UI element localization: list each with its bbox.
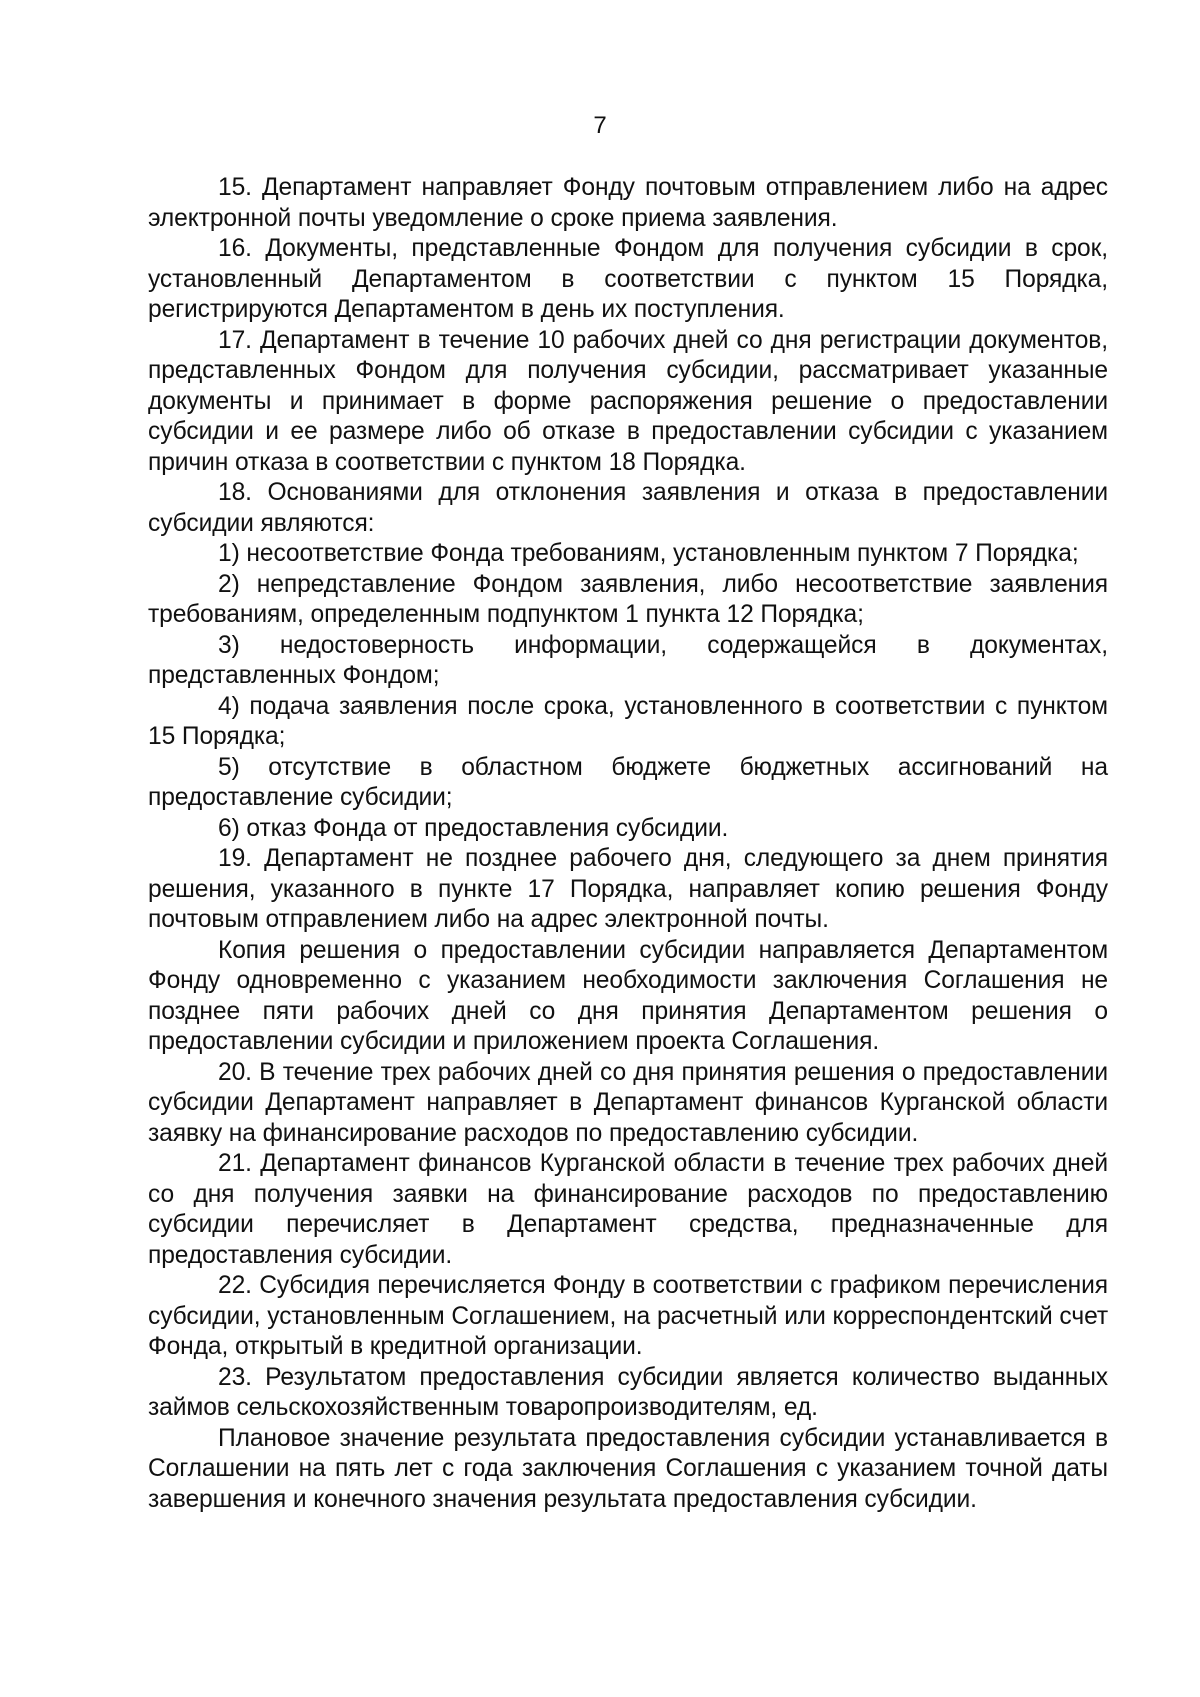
paragraph-22: 22. Субсидия перечисляется Фонду в соответствии с графиком перечисления субсидии, установленным Соглашением, на расчетный или корреспондентский счет Фонда, открытый в кредитной организации. xyxy=(148,1272,1108,1360)
paragraph-19-copy: Копия решения о предоставлении субсидии направляется Департаментом Фонду одновременно с указанием необходимости заключения Соглашения не позднее пяти рабочих дней со дня принятия Департаментом решения о предоставлении субсидии и приложением проекта Соглашения. xyxy=(148,936,1108,1055)
list-item-18-6: 6) отказ Фонда от предоставления субсидии. xyxy=(218,814,729,842)
paragraph-21: 21. Департамент финансов Курганской области в течение трех рабочих дней со дня получения заявки на финансирование расходов по предоставлению субсидии перечисляет в Департамент средства, предназначенные для предоставления субсидии. xyxy=(148,1150,1108,1269)
paragraph-15: 15. Департамент направляет Фонду почтовым отправлением либо на адрес электронной почты уведомление о сроке приема заявления. xyxy=(148,174,1108,232)
list-item-18-5: 5) отсутствие в областном бюджете бюджетных ассигнований на предоставление субсидии; xyxy=(148,753,1108,811)
list-item-18-4: 4) подача заявления после срока, установленного в соответствии с пунктом 15 Порядка; xyxy=(148,692,1108,750)
paragraph-16: 16. Документы, представленные Фондом для получения субсидии в срок, установленный Департаментом в соответствии с пунктом 15 Порядка, регистрируются Департаментом в день их поступления. xyxy=(148,235,1108,323)
paragraph-18: 18. Основаниями для отклонения заявления и отказа в предоставлении субсидии являются: xyxy=(148,479,1108,537)
paragraph-23-plan: Плановое значение результата предоставления субсидии устанавливается в Соглашении на пять лет с года заключения Соглашения с указанием точной даты завершения и конечного значения результата предоставления субсидии. xyxy=(148,1424,1108,1513)
paragraph-19: 19. Департамент не позднее рабочего дня, следующего за днем принятия решения, указанного в пункте 17 Порядка, направляет копию решения Фонду почтовым отправлением либо на адрес электронной почты. xyxy=(148,845,1108,933)
paragraph-20: 20. В течение трех рабочих дней со дня принятия решения о предоставлении субсидии Департамент направляет в Департамент финансов Курганской области заявку на финансирование расходов по предоставлению субсидии. xyxy=(148,1058,1108,1147)
page-number: 7 xyxy=(593,112,607,139)
list-item-18-3: 3) недостоверность информации, содержащейся в документах, представленных Фондом; xyxy=(148,631,1108,689)
paragraph-17: 17. Департамент в течение 10 рабочих дней со дня регистрации документов, представленных Фондом для получения субсидии, рассматривает указанные документы и принимает в форме распоряжения решение о предоставлении субсидии и ее размере либо об отказе в предоставлении субсидии с указанием причин отказа в соответствии с пунктом 18 Порядка. xyxy=(148,326,1108,476)
paragraph-23: 23. Результатом предоставления субсидии является количество выданных займов сельскохозяйственным товаропроизводителям, ед. xyxy=(148,1363,1108,1421)
document-body xyxy=(148,173,1108,1515)
list-item-18-1: 1) несоответствие Фонда требованиям, установленным пунктом 7 Порядка; xyxy=(218,540,1079,567)
list-item-18-2: 2) непредставление Фондом заявления, либо несоответствие заявления требованиям, определенным подпунктом 1 пункта 12 Порядка; xyxy=(148,570,1108,628)
